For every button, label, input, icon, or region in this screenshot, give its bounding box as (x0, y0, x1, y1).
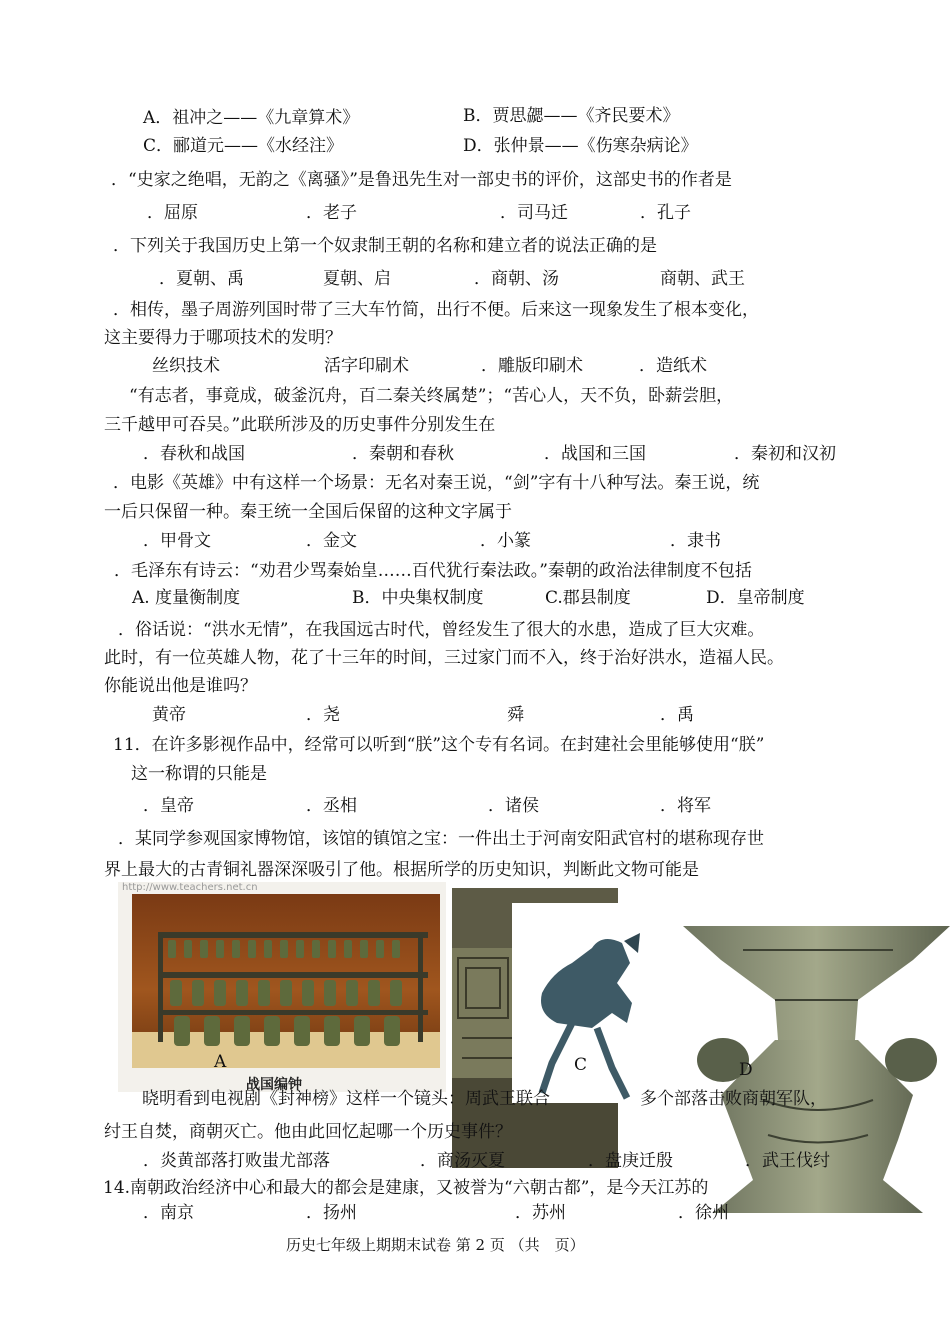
option-a: A．祖冲之——《九章算术》 (143, 108, 360, 128)
option-b: 夏朝、启 (323, 269, 391, 289)
option-b: B．贾思勰——《齐民要术》 (463, 106, 680, 126)
question-stem-cont: 纣王自焚，商朝灭亡。他由此回忆起哪一个历史事件？ (104, 1122, 512, 1142)
option-c: ．司马迁 (500, 203, 568, 223)
question-stem-cont: 一后只保留一种。秦王统一全国后保留的这种文字属于 (104, 502, 512, 522)
watermark-url: http://www.teachers.net.cn (122, 882, 258, 893)
question-stem: ．毛泽东有诗云：“劝君少骂秦始皇……百代犹行秦法政。”秦朝的政治法律制度不包括 (114, 561, 752, 581)
option-d: D．张仲景——《伤寒杂病论》 (463, 136, 698, 156)
option-a: ．屈原 (147, 203, 198, 223)
bells-photo (118, 882, 446, 1092)
image-caption: 战国编钟 (246, 1077, 302, 1092)
question-stem: ．下列关于我国历史上第一个奴隶制王朝的名称和建立者的说法正确的是 (113, 236, 657, 256)
option-c: ．诸侯 (488, 796, 539, 816)
option-b: ．尧 (306, 705, 340, 725)
question-stem: 晓明看到电视剧《封神榜》这样一个镜头：周武王联合 (142, 1089, 550, 1109)
option-c: ．战国和三国 (544, 444, 646, 464)
option-d: D．皇帝制度 (706, 588, 805, 608)
option-d: ．孔子 (640, 203, 691, 223)
option-c: ．苏州 (515, 1203, 566, 1223)
image-horse (512, 903, 642, 1103)
question-stem-cont: 这一称谓的只能是 (131, 764, 267, 784)
option-d: ．隶书 (670, 531, 721, 551)
option-d: ．秦初和汉初 (734, 444, 836, 464)
page-footer: 历史七年级上期期末试卷 第 2 页 （共 页） (286, 1236, 585, 1254)
question-stem: ．电影《英雄》中有这样一个场景：无名对秦王说，“剑”字有十八种写法。秦王说，统 (113, 473, 760, 493)
option-a: ．夏朝、禹 (159, 269, 244, 289)
option-a: ．春秋和战国 (143, 444, 245, 464)
question-stem: ．俗话说：“洪水无情”，在我国远古时代，曾经发生了很大的水患，造成了巨大灾难。 (118, 620, 765, 640)
option-b: ．扬州 (306, 1203, 357, 1223)
label-d: D (739, 1060, 753, 1080)
question-stem: ．某同学参观国家博物馆，该馆的镇馆之宝：一件出土于河南安阳武官村的堪称现存世 (118, 829, 764, 849)
option-c: C.郡县制度 (545, 588, 631, 608)
option-a: ．皇帝 (143, 796, 194, 816)
option-c: ．盘庚迁殷 (588, 1151, 673, 1171)
option-a: ．南京 (143, 1203, 194, 1223)
option-b: 活字印刷术 (324, 356, 409, 376)
label-a: A (214, 1052, 227, 1072)
question-stem-cont: 三千越甲可吞吴。”此联所涉及的历史事件分别发生在 (104, 415, 496, 435)
question-stem: ．“史家之绝唱，无韵之《离骚》”是鲁迅先生对一部史书的评价，这部史书的作者是 (111, 170, 732, 190)
option-c: ．商朝、汤 (474, 269, 559, 289)
option-a: ．甲骨文 (143, 531, 211, 551)
option-b: B．中央集权制度 (352, 588, 484, 608)
option-d: 商朝、武王 (660, 269, 745, 289)
option-c: 舜 (507, 705, 524, 725)
option-c: ．小篆 (480, 531, 531, 551)
option-b: ．丞相 (306, 796, 357, 816)
option-d: ．禹 (660, 705, 694, 725)
question-stem: 14.南朝政治经济中心和最大的都会是建康，又被誉为“六朝古都”，是今天江苏的 (103, 1178, 709, 1198)
option-b: ．商汤灭夏 (420, 1151, 505, 1171)
option-b: ．金文 (306, 531, 357, 551)
question-stem-cont: 这主要得力于哪项技术的发明？ (104, 328, 342, 348)
option-b: ．秦朝和春秋 (352, 444, 454, 464)
image-bianzhong (118, 882, 446, 1092)
option-d: ．武王伐纣 (745, 1151, 830, 1171)
question-stem-cont: 你能说出他是谁吗？ (104, 676, 257, 696)
option-d: ．造纸术 (639, 356, 707, 376)
question-stem-part: 多个部落击败商朝军队， (640, 1089, 827, 1109)
question-stem: “有志者，事竟成，破釜沉舟，百二秦关终属楚”；“苦心人，天不负，卧薪尝胆， (129, 386, 734, 406)
label-c: C (574, 1055, 588, 1075)
option-a: 丝织技术 (152, 356, 220, 376)
option-a: A. 度量衡制度 (132, 588, 241, 608)
question-stem: 11．在许多影视作品中，经常可以听到“朕”这个专有名词。在封建社会里能够使用“朕” (113, 735, 765, 755)
question-stem: ．相传，墨子周游列国时带了三大车竹简，出行不便。后来这一现象发生了根本变化， (113, 300, 759, 320)
option-b: ．老子 (306, 203, 357, 223)
option-a: 黄帝 (152, 705, 186, 725)
option-c: C．郦道元——《水经注》 (143, 136, 344, 156)
option-d: ．将军 (660, 796, 711, 816)
question-stem-cont: 此时，有一位英雄人物，花了十三年的时间，三过家门而不入，终于治好洪水，造福人民。 (104, 648, 784, 668)
question-stem-cont: 界上最大的古青铜礼器深深吸引了他。根据所学的历史知识，判断此文物可能是 (104, 860, 699, 880)
option-a: ．炎黄部落打败蚩尤部落 (143, 1151, 330, 1171)
option-c: ．雕版印刷术 (481, 356, 583, 376)
option-d: ．徐州 (678, 1203, 729, 1223)
